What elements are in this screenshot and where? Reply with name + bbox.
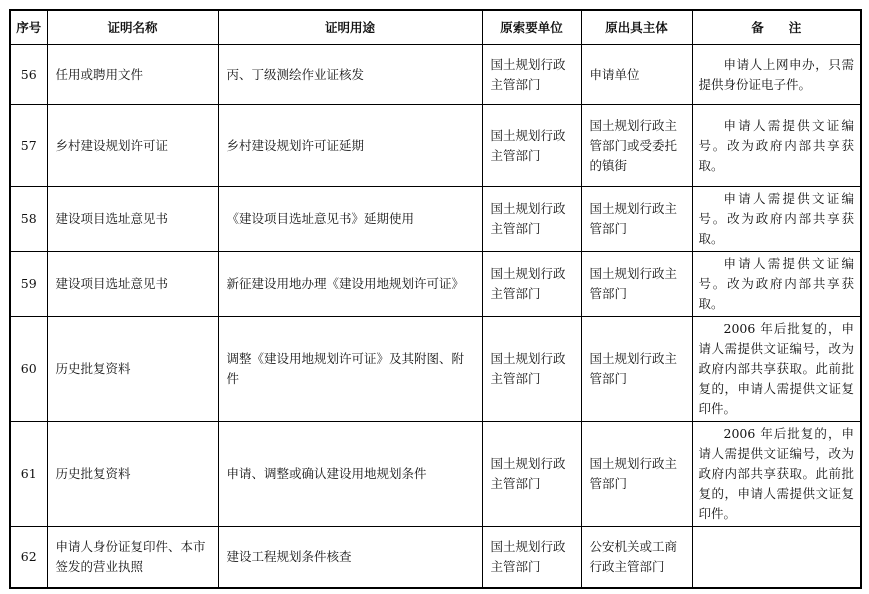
row-no: 62 xyxy=(10,527,47,588)
row-use: 建设工程规划条件核查 xyxy=(218,527,482,588)
row-issuer: 国土规划行政主管部门 xyxy=(581,317,692,422)
row-no: 56 xyxy=(10,45,47,105)
row-requester: 国土规划行政主管部门 xyxy=(482,105,581,187)
row-use: 申请、调整或确认建设用地规划条件 xyxy=(218,422,482,527)
row-note: 申请人需提供文证编号。改为政府内部共享获取。 xyxy=(692,105,861,187)
table-row xyxy=(10,105,861,187)
row-use: 新征建设用地办理《建设用地规划许可证》 xyxy=(218,252,482,317)
row-issuer: 国土规划行政主管部门或受委托的镇街 xyxy=(581,105,692,187)
table-row xyxy=(10,317,861,422)
row-issuer: 申请单位 xyxy=(581,45,692,105)
row-issuer: 国土规划行政主管部门 xyxy=(581,252,692,317)
row-issuer: 国土规划行政主管部门 xyxy=(581,422,692,527)
header-note: 备 注 xyxy=(692,10,861,45)
header-no: 序号 xyxy=(10,10,47,45)
row-no: 59 xyxy=(10,252,47,317)
row-note: 2006 年后批复的，申请人需提供文证编号，改为政府内部共享获取。此前批复的，申请人需提供文证复印件。 xyxy=(692,317,861,422)
table-row xyxy=(10,252,861,317)
row-name: 申请人身份证复印件、本市签发的营业执照 xyxy=(47,527,218,588)
row-requester: 国土规划行政主管部门 xyxy=(482,317,581,422)
table-row xyxy=(10,527,861,588)
row-use: 调整《建设用地规划许可证》及其附图、附件 xyxy=(218,317,482,422)
certificate-table xyxy=(9,9,862,589)
table-row xyxy=(10,187,861,252)
row-name: 任用或聘用文件 xyxy=(47,45,218,105)
row-name: 建设项目选址意见书 xyxy=(47,187,218,252)
row-note: 申请人需提供文证编号。改为政府内部共享获取。 xyxy=(692,187,861,252)
row-no: 61 xyxy=(10,422,47,527)
header-requester: 原索要单位 xyxy=(482,10,581,45)
row-note: 2006 年后批复的，申请人需提供文证编号，改为政府内部共享获取。此前批复的，申请人需提供文证复印件。 xyxy=(692,422,861,527)
row-requester: 国土规划行政主管部门 xyxy=(482,252,581,317)
table-row xyxy=(10,45,861,105)
row-no: 60 xyxy=(10,317,47,422)
header-name: 证明名称 xyxy=(47,10,218,45)
row-requester: 国土规划行政主管部门 xyxy=(482,187,581,252)
table-row xyxy=(10,422,861,527)
header-row xyxy=(10,10,861,45)
row-name: 历史批复资料 xyxy=(47,317,218,422)
row-requester: 国土规划行政主管部门 xyxy=(482,45,581,105)
row-issuer: 国土规划行政主管部门 xyxy=(581,187,692,252)
row-use: 乡村建设规划许可证延期 xyxy=(218,105,482,187)
row-use: 丙、丁级测绘作业证核发 xyxy=(218,45,482,105)
row-note: 申请人需提供文证编号。改为政府内部共享获取。 xyxy=(692,252,861,317)
row-name: 建设项目选址意见书 xyxy=(47,252,218,317)
row-issuer: 公安机关或工商行政主管部门 xyxy=(581,527,692,588)
header-use: 证明用途 xyxy=(218,10,482,45)
row-note: 申请人上网申办，只需提供身份证电子件。 xyxy=(692,45,861,105)
row-use: 《建设项目选址意见书》延期使用 xyxy=(218,187,482,252)
row-requester: 国土规划行政主管部门 xyxy=(482,527,581,588)
row-name: 乡村建设规划许可证 xyxy=(47,105,218,187)
row-requester: 国土规划行政主管部门 xyxy=(482,422,581,527)
header-issuer: 原出具主体 xyxy=(581,10,692,45)
row-name: 历史批复资料 xyxy=(47,422,218,527)
row-no: 57 xyxy=(10,105,47,187)
row-no: 58 xyxy=(10,187,47,252)
row-note xyxy=(692,527,861,588)
